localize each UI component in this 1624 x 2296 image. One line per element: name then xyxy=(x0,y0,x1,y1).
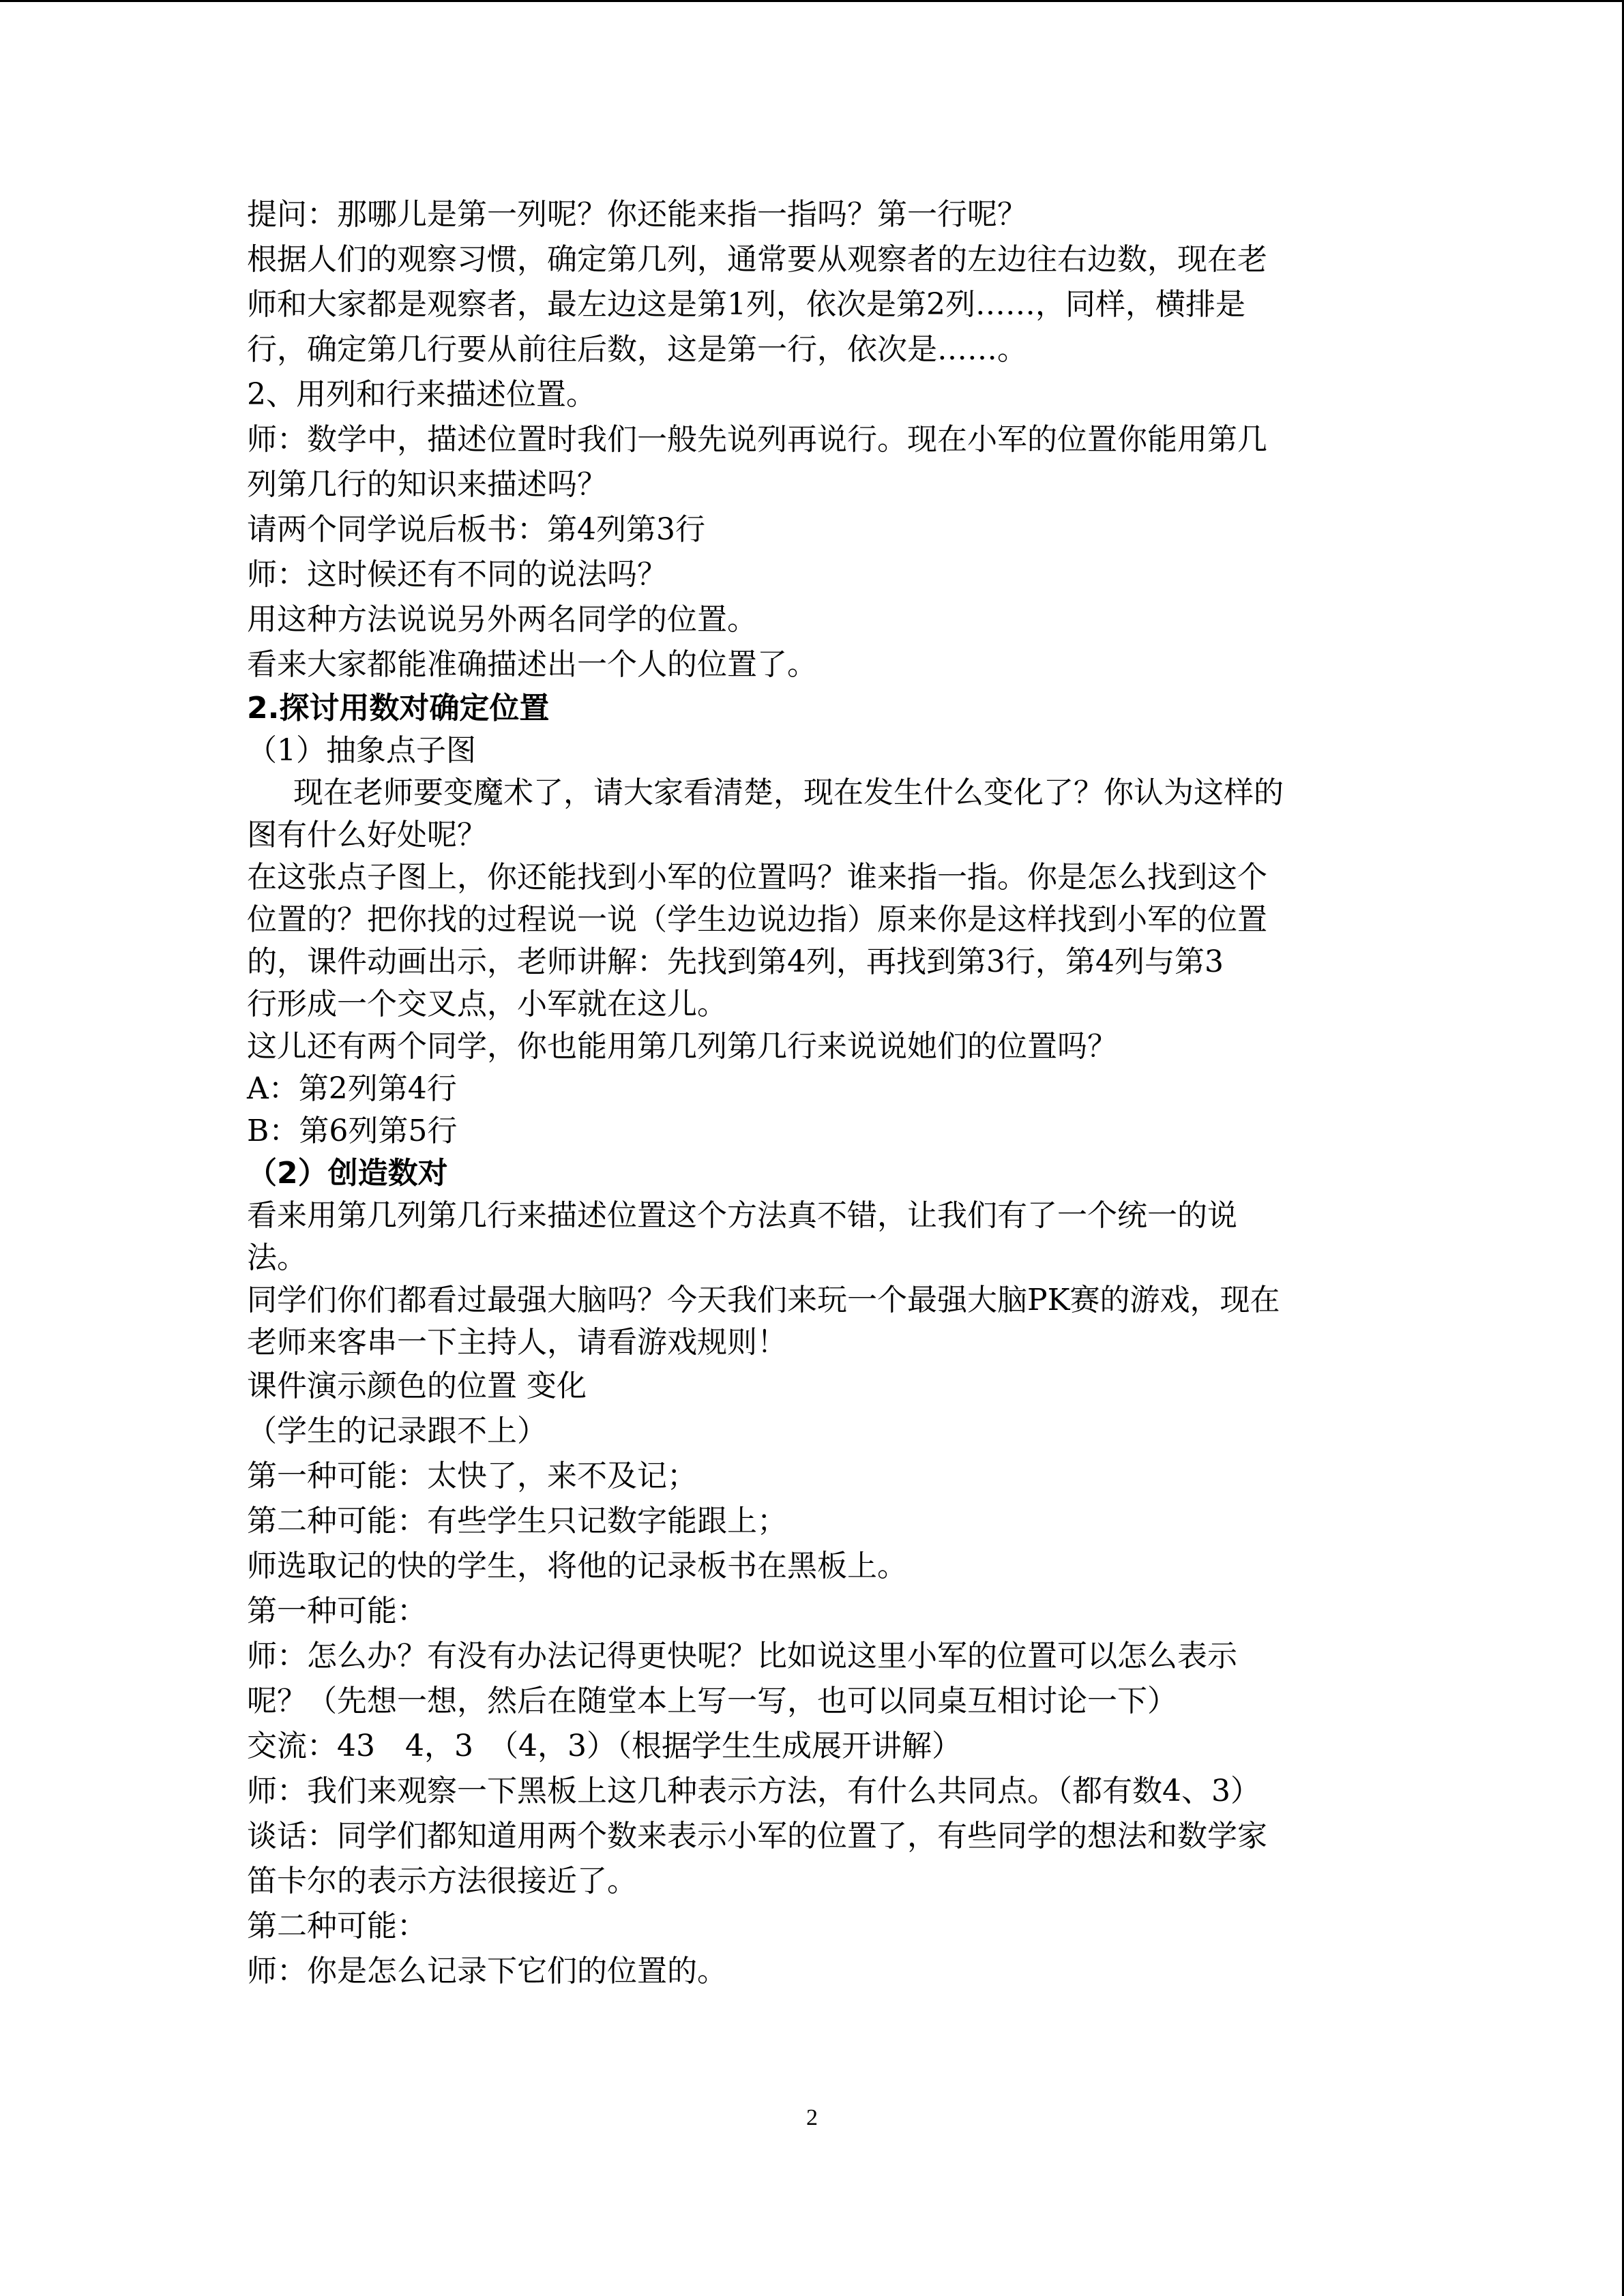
text-line: A：第2列第4行 xyxy=(247,1071,457,1106)
text-line: 这儿还有两个同学，你也能用第几列第几行来说说她们的位置吗？ xyxy=(247,1029,1117,1064)
text-line: （学生的记录跟不上） xyxy=(247,1414,547,1448)
subsection-heading: （1）抽象点子图 xyxy=(247,733,476,768)
text-line: 的，课件动画出示，老师讲解：先找到第4列，再找到第3行，第4列与第3 xyxy=(247,944,1224,979)
text-line: 现在老师要变魔术了，请大家看清楚，现在发生什么变化了？你认为这样的 xyxy=(293,775,1284,810)
page-top-border xyxy=(0,0,1624,2)
text-line: 2、用列和行来描述位置。 xyxy=(247,377,596,412)
text-line: 请两个同学说后板书：第4列第3行 xyxy=(247,512,705,547)
text-line: 第二种可能：有些学生只记数字能跟上； xyxy=(247,1504,787,1538)
text-line: 师：怎么办？有没有办法记得更快呢？比如说这里小军的位置可以怎么表示 xyxy=(247,1639,1237,1673)
section-heading: 2.探讨用数对确定位置 xyxy=(247,691,550,726)
text-line: 同学们你们都看过最强大脑吗？今天我们来玩一个最强大脑PK赛的游戏，现在 xyxy=(247,1283,1280,1317)
text-line: 图有什么好处呢？ xyxy=(247,818,487,852)
text-line: 法。 xyxy=(247,1240,307,1275)
text-line: 课件演示颜色的位置 变化 xyxy=(247,1369,587,1403)
text-line: 笛卡尔的表示方法很接近了。 xyxy=(247,1864,637,1898)
text-line: 看来大家都能准确描述出一个人的位置了。 xyxy=(247,647,817,682)
text-line: 用这种方法说说另外两名同学的位置。 xyxy=(247,602,757,637)
text-line: 行形成一个交叉点，小军就在这儿。 xyxy=(247,987,727,1022)
subsection-heading: （2）创造数对 xyxy=(247,1156,448,1191)
text-line: 第一种可能：太快了，来不及记； xyxy=(247,1459,697,1493)
text-line: 谈话：同学们都知道用两个数来表示小军的位置了，有些同学的想法和数学家 xyxy=(247,1819,1267,1853)
text-line: 呢？（先想一想，然后在随堂本上写一写，也可以同桌互相讨论一下） xyxy=(247,1684,1177,1718)
page-number: 2 xyxy=(806,2105,818,2130)
text-line: 师：这时候还有不同的说法吗？ xyxy=(247,557,667,592)
text-line: B：第6列第5行 xyxy=(247,1114,458,1148)
text-line: 师：你是怎么记录下它们的位置的。 xyxy=(247,1954,727,1988)
text-line: 行，确定第几行要从前往后数，这是第一行，依次是……。 xyxy=(247,332,1027,367)
document-body xyxy=(247,192,1379,1994)
text-line: 交流：43 4，3 （4，3）（根据学生生成展开讲解） xyxy=(247,1729,962,1763)
text-line: 师选取记的快的学生，将他的记录板书在黑板上。 xyxy=(247,1549,907,1583)
text-line: 在这张点子图上，你还能找到小军的位置吗？谁来指一指。你是怎么找到这个 xyxy=(247,860,1267,895)
text-line: 师：我们来观察一下黑板上这几种表示方法，有什么共同点。（都有数4、3） xyxy=(247,1774,1260,1808)
text-line: 师和大家都是观察者，最左边这是第1列，依次是第2列……，同样，横排是 xyxy=(247,287,1245,322)
text-line: 老师来客串一下主持人，请看游戏规则！ xyxy=(247,1325,787,1360)
text-line: 位置的？把你找的过程说一说（学生边说边指）原来你是这样找到小军的位置 xyxy=(247,902,1267,937)
text-line: 根据人们的观察习惯，确定第几列，通常要从观察者的左边往右边数，现在老 xyxy=(247,242,1267,277)
text-line: 师：数学中，描述位置时我们一般先说列再说行。现在小军的位置你能用第几 xyxy=(247,422,1267,457)
text-line: 第一种可能： xyxy=(247,1594,427,1628)
text-line: 列第几行的知识来描述吗？ xyxy=(247,467,607,502)
text-line: 第二种可能： xyxy=(247,1909,427,1943)
text-line: 提问：那哪儿是第一列呢？你还能来指一指吗？第一行呢？ xyxy=(247,197,1027,232)
text-line: 看来用第几列第几行来描述位置这个方法真不错，让我们有了一个统一的说 xyxy=(247,1198,1237,1233)
